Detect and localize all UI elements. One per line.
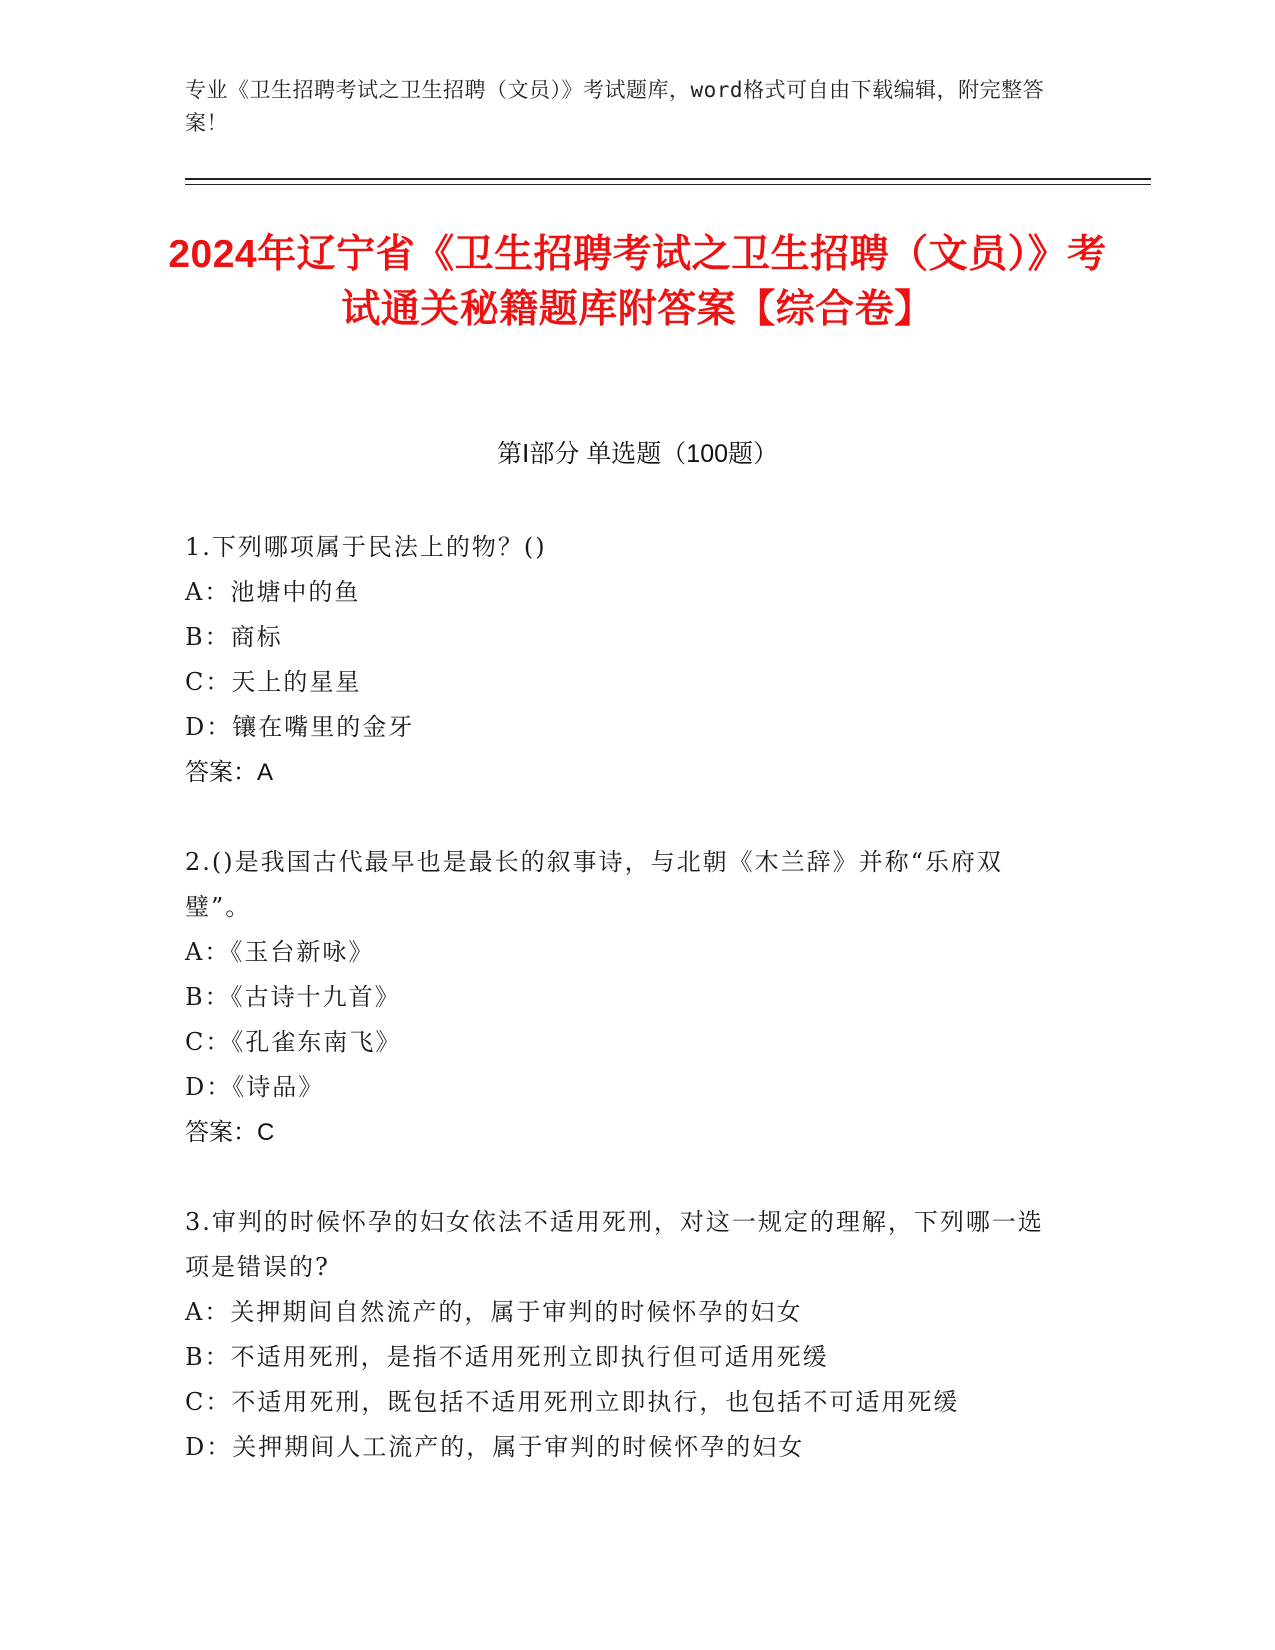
option-d: D：镶在嘴里的金牙: [185, 713, 415, 741]
option-a: A：《玉台新咏》: [185, 938, 375, 966]
document-title: 2024年辽宁省《卫生招聘考试之卫生招聘（文员）》考试通关秘籍题库附答案【综合卷】: [168, 233, 1107, 331]
question-text: 2.()是我国古代最早也是最长的叙事诗，与北朝《木兰辞》并称“乐府双璧”。: [185, 848, 1003, 921]
header-divider-thin: [185, 184, 1151, 185]
option-c: C：天上的星星: [185, 668, 362, 696]
option-b: B：商标: [185, 623, 283, 651]
header-divider-thick: [185, 178, 1151, 180]
answer-text: 答案：A: [185, 759, 274, 786]
question-item: [185, 840, 1065, 1155]
question-text: 1.下列哪项属于民法上的物？(): [185, 533, 547, 561]
option-d: D：关押期间人工流产的，属于审判的时候怀孕的妇女: [185, 1433, 805, 1461]
question-item: [185, 1200, 1065, 1470]
option-d: D：《诗品》: [185, 1073, 325, 1101]
header-note: 专业《卫生招聘考试之卫生招聘（文员）》考试题库，word格式可自由下载编辑，附完整答案！: [185, 78, 1045, 135]
option-a: A：关押期间自然流产的，属于审判的时候怀孕的妇女: [185, 1298, 803, 1326]
question-list: [185, 525, 1065, 1515]
option-a: A：池塘中的鱼: [185, 578, 361, 606]
question-item: [185, 525, 1065, 795]
option-c: C：《孔雀东南飞》: [185, 1028, 402, 1056]
section-heading: 第Ⅰ部分 单选题（100题）: [496, 440, 779, 468]
question-text: 3.审判的时候怀孕的妇女依法不适用死刑，对这一规定的理解，下列哪一选项是错误的?: [185, 1208, 1044, 1281]
option-b: B：《古诗十九首》: [185, 983, 401, 1011]
option-c: C：不适用死刑，既包括不适用死刑立即执行，也包括不可适用死缓: [185, 1388, 960, 1416]
answer-text: 答案：C: [185, 1119, 275, 1146]
option-b: B：不适用死刑，是指不适用死刑立即执行但可适用死缓: [185, 1343, 829, 1371]
